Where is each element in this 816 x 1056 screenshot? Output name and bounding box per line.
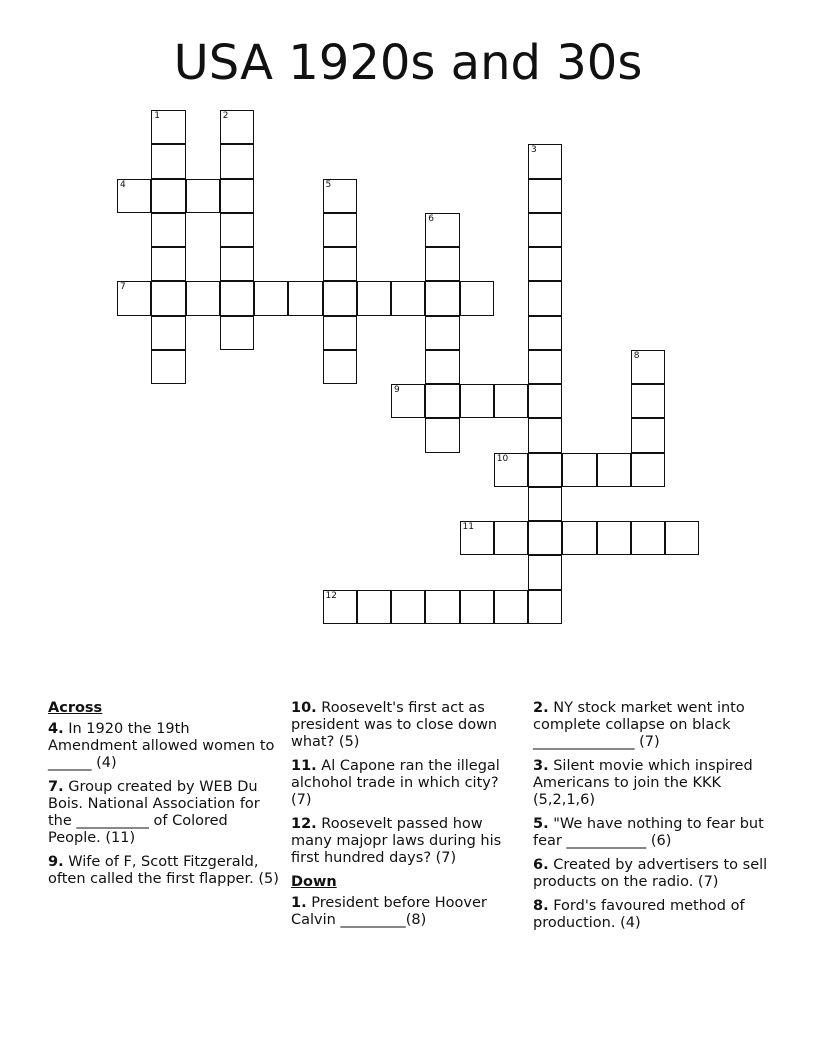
grid-cell[interactable]	[357, 281, 391, 315]
down-clue: 2. NY stock market went into complete collapse on black ______________ (7)	[533, 700, 745, 750]
grid-cell[interactable]	[151, 110, 185, 144]
grid-cell[interactable]	[186, 179, 220, 213]
grid-cell[interactable]	[425, 418, 459, 452]
grid-cell[interactable]	[631, 418, 665, 452]
clue-number: 8	[633, 350, 640, 361]
grid-cell[interactable]	[460, 384, 494, 418]
grid-cell[interactable]	[494, 590, 528, 624]
grid-cell[interactable]	[528, 555, 562, 589]
across-heading: Across	[48, 700, 103, 716]
across-clue: 4. In 1920 the 19th Amendment allowed women to ______ (4)	[48, 721, 275, 771]
grid-cell[interactable]	[425, 281, 459, 315]
grid-cell[interactable]	[631, 521, 665, 555]
grid-cell[interactable]	[151, 213, 185, 247]
grid-cell[interactable]	[528, 590, 562, 624]
grid-cell[interactable]	[220, 213, 254, 247]
page-title: USA 1920s and 30s	[173, 35, 643, 91]
grid-cell[interactable]	[631, 453, 665, 487]
grid-cell[interactable]	[323, 281, 357, 315]
clue-number: 10	[496, 453, 509, 464]
grid-cell[interactable]	[562, 453, 596, 487]
grid-cell[interactable]	[528, 453, 562, 487]
down-clue: 6. Created by advertisers to sell products on the radio. (7)	[533, 857, 768, 890]
clue-number: 4	[120, 179, 126, 190]
grid-cell[interactable]	[323, 350, 357, 384]
grid-cell[interactable]	[425, 247, 459, 281]
grid-cell[interactable]	[323, 316, 357, 350]
grid-cell[interactable]	[425, 213, 459, 247]
grid-cell[interactable]	[494, 384, 528, 418]
grid-cell[interactable]	[494, 521, 528, 555]
clue-number: 12	[325, 590, 337, 601]
grid-cell[interactable]	[460, 521, 494, 555]
grid-cell[interactable]	[220, 110, 254, 144]
grid-cell[interactable]	[460, 590, 494, 624]
grid-cell[interactable]	[562, 521, 596, 555]
clues-column-1	[48, 700, 280, 895]
grid-cell[interactable]	[528, 487, 562, 521]
grid-cell[interactable]	[117, 281, 151, 315]
grid-cell[interactable]	[528, 281, 562, 315]
down-clue: 8. Ford's favoured method of production. (4)	[533, 898, 745, 931]
grid-cell[interactable]	[391, 384, 425, 418]
grid-cell[interactable]	[220, 281, 254, 315]
grid-cell[interactable]	[597, 453, 631, 487]
clue-number: 9	[394, 385, 400, 395]
across-clue: 9. Wife of F, Scott Fitzgerald, often called the first flapper. (5)	[48, 854, 279, 887]
grid-cell[interactable]	[528, 247, 562, 281]
grid-cell[interactable]	[665, 521, 699, 555]
down-clue: 1. President before Hoover Calvin _________(8)	[291, 895, 487, 928]
across-clue: 11. Al Capone ran the illegal alchohol trade in which city? (7)	[291, 758, 500, 808]
grid-cell[interactable]	[288, 281, 322, 315]
clue-number: 7	[120, 282, 126, 293]
grid-cell[interactable]	[151, 179, 185, 213]
grid-cell[interactable]	[528, 350, 562, 384]
clue-number: 6	[428, 213, 434, 224]
clue-number: 3	[531, 145, 537, 156]
grid-cell[interactable]	[220, 316, 254, 350]
grid-cell[interactable]	[117, 179, 151, 213]
across-clue: 10. Roosevelt's first act as president was to close down what? (5)	[291, 700, 498, 750]
grid-cell[interactable]	[151, 281, 185, 315]
grid-cell[interactable]	[528, 521, 562, 555]
grid-cell[interactable]	[597, 521, 631, 555]
clues-column-2	[291, 700, 523, 936]
grid-cell[interactable]	[425, 590, 459, 624]
grid-cell[interactable]	[323, 179, 357, 213]
grid-cell[interactable]	[425, 316, 459, 350]
clue-number: 2	[222, 111, 229, 121]
grid-cell[interactable]	[425, 384, 459, 418]
grid-cell[interactable]	[151, 144, 185, 178]
across-clue: 12. Roosevelt passed how many majopr laws during his first hundred days? (7)	[291, 816, 502, 866]
down-clue: 5. "We have nothing to fear but fear ___________ (6)	[533, 816, 764, 849]
grid-cell[interactable]	[323, 213, 357, 247]
grid-cell[interactable]	[323, 590, 357, 624]
down-heading: Down	[291, 874, 337, 890]
grid-cell[interactable]	[357, 590, 391, 624]
grid-cell[interactable]	[220, 179, 254, 213]
down-clue: 3. Silent movie which inspired Americans to join the KKK (5,2,1,6)	[533, 758, 753, 808]
grid-cell[interactable]	[631, 350, 665, 384]
clue-number: 11	[462, 522, 474, 532]
grid-cell[interactable]	[460, 281, 494, 315]
grid-cell[interactable]	[151, 247, 185, 281]
grid-cell[interactable]	[220, 144, 254, 178]
grid-cell[interactable]	[254, 281, 288, 315]
grid-cell[interactable]	[425, 350, 459, 384]
grid-cell[interactable]	[220, 247, 254, 281]
grid-cell[interactable]	[528, 144, 562, 178]
grid-cell[interactable]	[391, 590, 425, 624]
grid-cell[interactable]	[151, 350, 185, 384]
across-clue: 7. Group created by WEB Du Bois. National Association for the __________ of Colored People. (11)	[48, 779, 260, 846]
grid-cell[interactable]	[323, 247, 357, 281]
clue-number: 1	[154, 111, 160, 121]
grid-cell[interactable]	[391, 281, 425, 315]
grid-cell[interactable]	[528, 213, 562, 247]
grid-cell[interactable]	[528, 316, 562, 350]
grid-cell[interactable]	[528, 179, 562, 213]
clue-number: 5	[325, 179, 332, 190]
grid-cell[interactable]	[528, 418, 562, 452]
grid-cell[interactable]	[494, 453, 528, 487]
grid-cell[interactable]	[186, 281, 220, 315]
grid-cell[interactable]	[528, 384, 562, 418]
grid-cell[interactable]	[151, 316, 185, 350]
grid-cell[interactable]	[631, 384, 665, 418]
clues-column-3	[533, 700, 773, 939]
